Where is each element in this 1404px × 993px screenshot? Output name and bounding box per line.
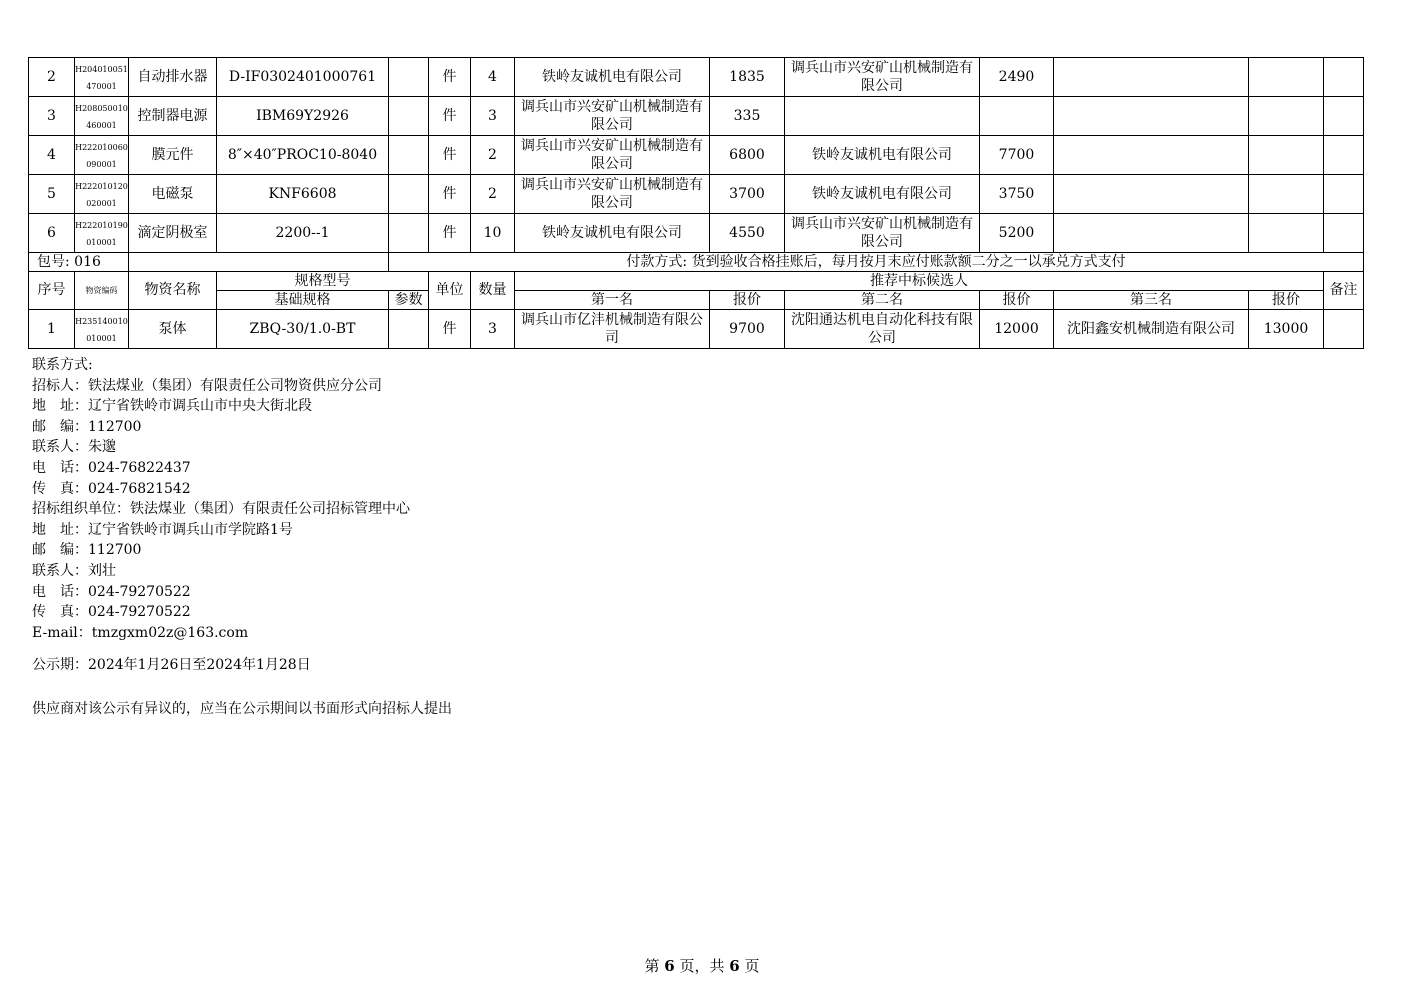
cell-price-1: 3700 bbox=[710, 175, 785, 214]
cell-first: 铁岭友诚机电有限公司 bbox=[515, 58, 710, 97]
contact-line: 电 话：024-76822437 bbox=[32, 459, 191, 476]
award-table bbox=[28, 57, 1364, 349]
contact-line: 联系人：朱邈 bbox=[32, 439, 116, 456]
cell-note bbox=[1324, 58, 1364, 97]
cell-price-1: 4550 bbox=[710, 214, 785, 253]
contact-line: 电 话：024-79270522 bbox=[32, 583, 191, 600]
table-row bbox=[29, 58, 1364, 97]
header-price-3: 报价 bbox=[1249, 291, 1324, 310]
cell-note bbox=[1324, 97, 1364, 136]
header-qty: 数量 bbox=[471, 272, 515, 310]
table-row bbox=[29, 175, 1364, 214]
contact-line: 联系人：刘壮 bbox=[32, 562, 116, 579]
cell-param bbox=[389, 97, 429, 136]
table-row bbox=[29, 214, 1364, 253]
current-page: 6 bbox=[664, 957, 675, 975]
header-name: 物资名称 bbox=[129, 272, 217, 310]
cell-name: 泵体 bbox=[129, 310, 217, 349]
cell-second: 调兵山市兴安矿山机械制造有限公司 bbox=[785, 214, 980, 253]
cell-first: 铁岭友诚机电有限公司 bbox=[515, 214, 710, 253]
contact-line: 地 址：辽宁省铁岭市调兵山市中央大街北段 bbox=[32, 398, 312, 415]
cell-first: 调兵山市亿沣机械制造有限公司 bbox=[515, 310, 710, 349]
cell-param bbox=[389, 58, 429, 97]
cell-price-3 bbox=[1249, 175, 1324, 214]
header-spec-group: 规格型号 bbox=[217, 272, 429, 291]
objection-notice: 供应商对该公示有异议的，应当在公示期间以书面形式向招标人提出 bbox=[32, 701, 452, 717]
cell-first: 调兵山市兴安矿山机械制造有限公司 bbox=[515, 97, 710, 136]
header-param: 参数 bbox=[389, 291, 429, 310]
cell-price-3 bbox=[1249, 58, 1324, 97]
cell-price-1: 1835 bbox=[710, 58, 785, 97]
header-price-2: 报价 bbox=[980, 291, 1054, 310]
contact-email: E-mail：tmzgxm02z@163.com bbox=[32, 624, 249, 641]
page-footer: 第 6 页，共 6 页 bbox=[644, 957, 760, 975]
cell-spec: ZBQ-30/1.0-BT bbox=[217, 310, 389, 349]
header-unit: 单位 bbox=[429, 272, 471, 310]
package-row bbox=[29, 253, 1364, 272]
cell-spec: IBM69Y2926 bbox=[217, 97, 389, 136]
cell-spec: KNF6608 bbox=[217, 175, 389, 214]
table-row bbox=[29, 310, 1364, 349]
contact-line: 邮 编：112700 bbox=[32, 418, 142, 435]
cell-name: 滴定阴极室 bbox=[129, 214, 217, 253]
header-row-1 bbox=[29, 272, 1364, 291]
cell-second: 铁岭友诚机电有限公司 bbox=[785, 175, 980, 214]
cell-price-2 bbox=[980, 97, 1054, 136]
contact-line: 传 真：024-76821542 bbox=[32, 480, 191, 497]
cell-qty: 10 bbox=[471, 214, 515, 253]
header-no: 序号 bbox=[29, 272, 75, 310]
publicity-period: 公示期：2024年1月26日至2024年1月28日 bbox=[32, 657, 311, 673]
payment-terms: 付款方式: 货到验收合格挂账后，每月按月末应付账款额二分之一以承兑方式支付 bbox=[389, 253, 1364, 272]
cell-spec: 8″×40″PROC10-8040 bbox=[217, 136, 389, 175]
cell-third bbox=[1054, 58, 1249, 97]
cell-third bbox=[1054, 97, 1249, 136]
cell-note bbox=[1324, 175, 1364, 214]
cell-name: 自动排水器 bbox=[129, 58, 217, 97]
cell-name: 控制器电源 bbox=[129, 97, 217, 136]
header-candidates: 推荐中标候选人 bbox=[515, 272, 1324, 291]
cell-no: 6 bbox=[29, 214, 75, 253]
cell-qty: 2 bbox=[471, 175, 515, 214]
cell-no: 2 bbox=[29, 58, 75, 97]
cell-second bbox=[785, 97, 980, 136]
contact-line: 邮 编：112700 bbox=[32, 542, 142, 559]
cell-code: H222010060090001 bbox=[75, 136, 129, 175]
cell-price-1: 6800 bbox=[710, 136, 785, 175]
cell-spec: D-IF0302401000761 bbox=[217, 58, 389, 97]
cell-unit: 件 bbox=[429, 97, 471, 136]
cell-unit: 件 bbox=[429, 214, 471, 253]
contact-line: 招标组织单位：铁法煤业（集团）有限责任公司招标管理中心 bbox=[32, 501, 410, 518]
cell-name: 膜元件 bbox=[129, 136, 217, 175]
header-third: 第三名 bbox=[1054, 291, 1249, 310]
cell-note bbox=[1324, 214, 1364, 253]
header-price-1: 报价 bbox=[710, 291, 785, 310]
cell-no: 4 bbox=[29, 136, 75, 175]
cell-price-2: 12000 bbox=[980, 310, 1054, 349]
cell-price-3 bbox=[1249, 214, 1324, 253]
header-note: 备注 bbox=[1324, 272, 1364, 310]
cell-price-3: 13000 bbox=[1249, 310, 1324, 349]
cell-param bbox=[389, 310, 429, 349]
cell-first: 调兵山市兴安矿山机械制造有限公司 bbox=[515, 175, 710, 214]
contact-line: 传 真：024-79270522 bbox=[32, 604, 191, 621]
table-row bbox=[29, 136, 1364, 175]
cell-second: 调兵山市兴安矿山机械制造有限公司 bbox=[785, 58, 980, 97]
cell-note bbox=[1324, 136, 1364, 175]
cell-second: 铁岭友诚机电有限公司 bbox=[785, 136, 980, 175]
cell-price-3 bbox=[1249, 136, 1324, 175]
header-second: 第二名 bbox=[785, 291, 980, 310]
cell-price-2: 7700 bbox=[980, 136, 1054, 175]
contact-heading: 联系方式: bbox=[32, 357, 93, 373]
table-row bbox=[29, 97, 1364, 136]
cell-no: 5 bbox=[29, 175, 75, 214]
cell-note bbox=[1324, 310, 1364, 349]
cell-code: H235140010010001 bbox=[75, 310, 129, 349]
cell-unit: 件 bbox=[429, 310, 471, 349]
cell-qty: 2 bbox=[471, 136, 515, 175]
cell-price-1: 9700 bbox=[710, 310, 785, 349]
cell-code: H208050010460001 bbox=[75, 97, 129, 136]
cell-price-2: 5200 bbox=[980, 214, 1054, 253]
header-code: 物资编码 bbox=[75, 272, 129, 310]
cell-price-2: 2490 bbox=[980, 58, 1054, 97]
package-number: 包号: 016 bbox=[29, 253, 129, 272]
cell-price-2: 3750 bbox=[980, 175, 1054, 214]
cell-qty: 4 bbox=[471, 58, 515, 97]
cell-third: 沈阳鑫安机械制造有限公司 bbox=[1054, 310, 1249, 349]
cell-first: 调兵山市兴安矿山机械制造有限公司 bbox=[515, 136, 710, 175]
header-spec: 基础规格 bbox=[217, 291, 389, 310]
cell-spec: 2200--1 bbox=[217, 214, 389, 253]
cell-second: 沈阳通达机电自动化科技有限公司 bbox=[785, 310, 980, 349]
cell-param bbox=[389, 136, 429, 175]
contact-line: 地 址：辽宁省铁岭市调兵山市学院路1号 bbox=[32, 521, 293, 538]
cell-code: H204010051470001 bbox=[75, 58, 129, 97]
cell-price-1: 335 bbox=[710, 97, 785, 136]
cell-param bbox=[389, 175, 429, 214]
header-first: 第一名 bbox=[515, 291, 710, 310]
cell-qty: 3 bbox=[471, 97, 515, 136]
cell-name: 电磁泵 bbox=[129, 175, 217, 214]
cell-no: 1 bbox=[29, 310, 75, 349]
cell-code: H222010190010001 bbox=[75, 214, 129, 253]
cell-third bbox=[1054, 136, 1249, 175]
cell-third bbox=[1054, 175, 1249, 214]
cell-unit: 件 bbox=[429, 58, 471, 97]
total-pages: 6 bbox=[729, 957, 740, 975]
contact-section bbox=[32, 355, 410, 643]
cell-code: H222010120020001 bbox=[75, 175, 129, 214]
contact-line: 招标人：铁法煤业（集团）有限责任公司物资供应分公司 bbox=[32, 377, 382, 394]
cell-param bbox=[389, 214, 429, 253]
cell-unit: 件 bbox=[429, 175, 471, 214]
header-row-2 bbox=[29, 291, 1364, 310]
cell-no: 3 bbox=[29, 97, 75, 136]
cell-price-3 bbox=[1249, 97, 1324, 136]
cell-qty: 3 bbox=[471, 310, 515, 349]
cell-unit: 件 bbox=[429, 136, 471, 175]
cell-third bbox=[1054, 214, 1249, 253]
